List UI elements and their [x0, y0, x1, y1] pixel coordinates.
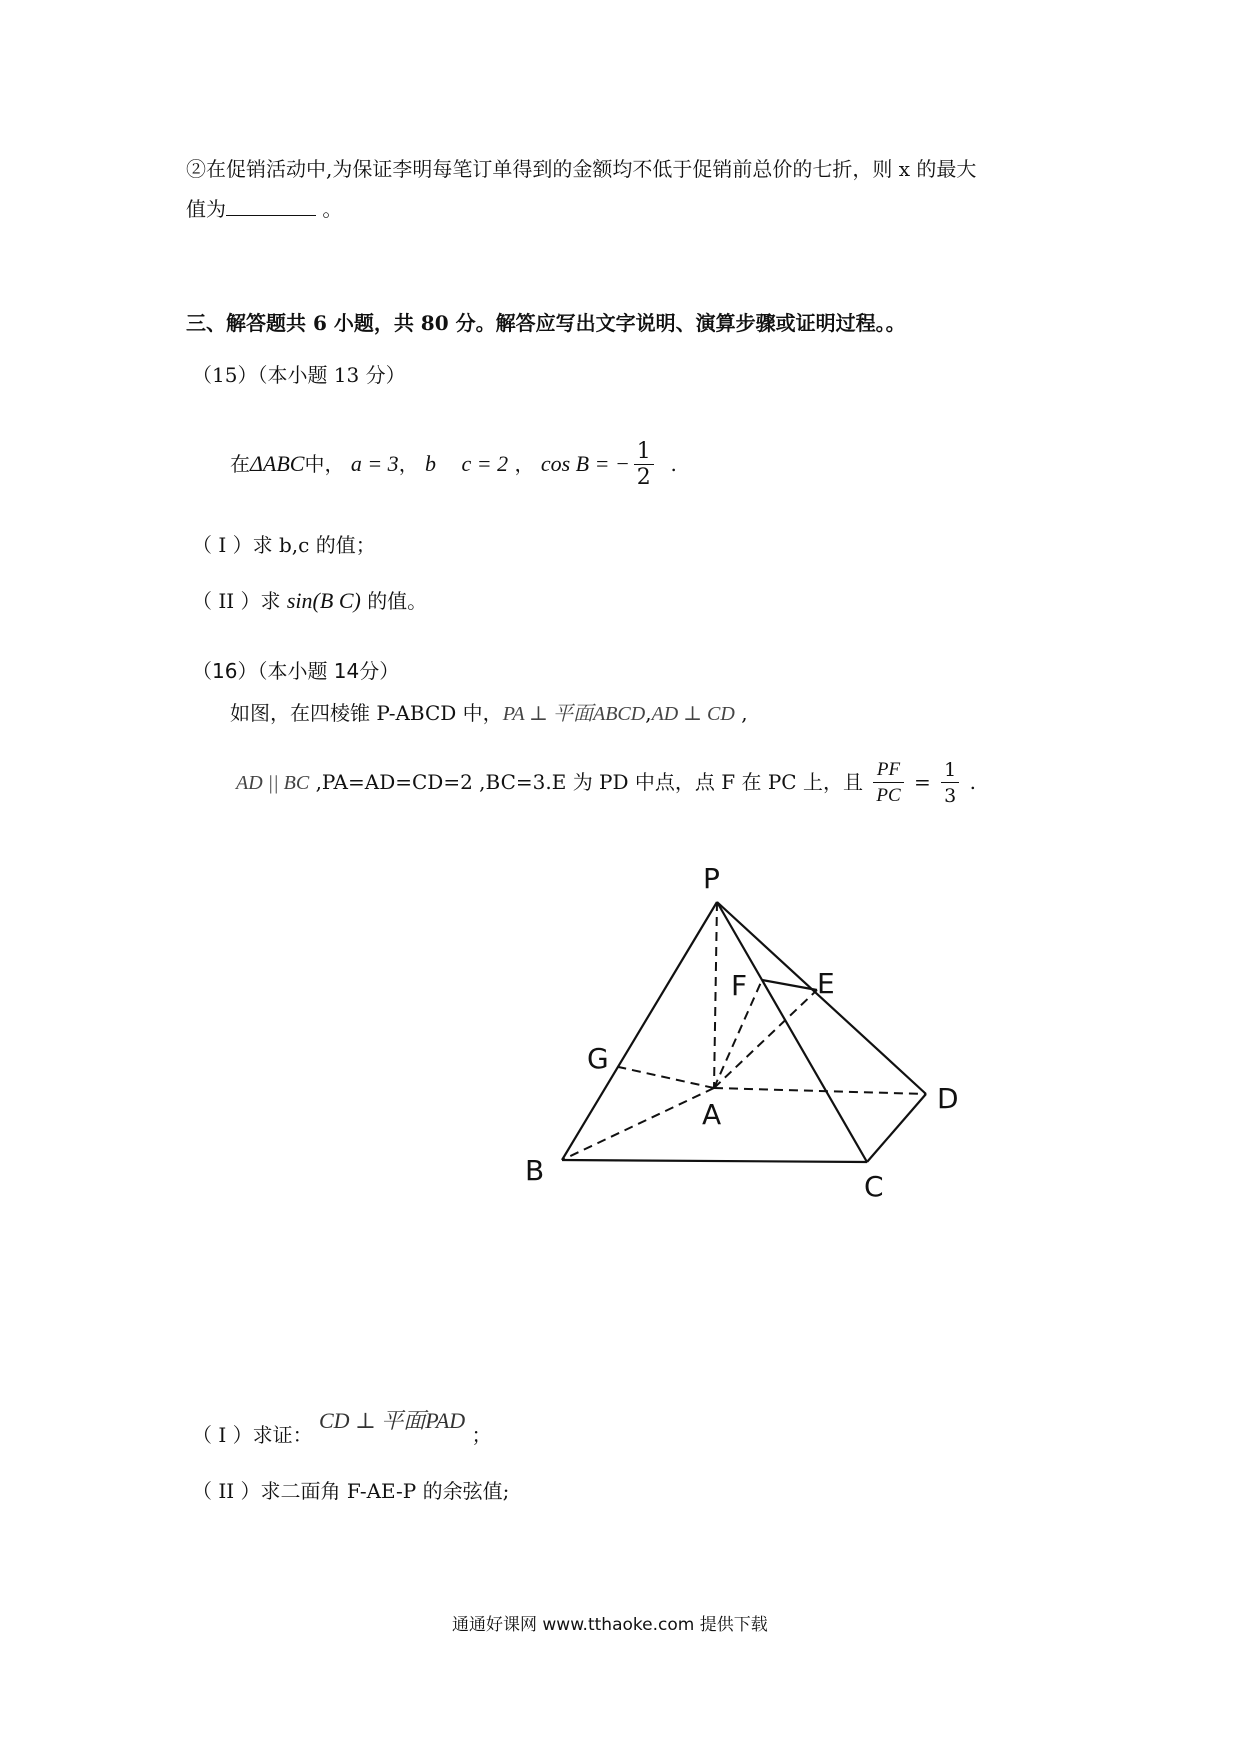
q16-part1 [192, 1408, 492, 1450]
q15-b: b [425, 451, 437, 476]
label-B: B [525, 1154, 545, 1187]
q16-frac-num: PF [873, 758, 903, 783]
q15-frac-num: 1 [634, 440, 654, 465]
q16-part1-math: CD ⊥ 平面PAD [318, 1408, 466, 1433]
q16-frac2-den: 3 [944, 785, 957, 807]
q15-part1: （ I ）求 b,c 的值； [192, 533, 376, 557]
label-P: P [703, 862, 720, 895]
q15-cos-lhs: cos B = − [540, 451, 630, 476]
label-F: F [731, 969, 748, 1002]
q15-part2-pre: （ II ）求 [192, 589, 281, 613]
label-A: A [702, 1098, 722, 1131]
label-G: G [587, 1042, 609, 1075]
q16-line1-mid: , [645, 701, 652, 725]
q15-part2-math: sin(B C) [286, 588, 361, 613]
q16-line1-pre: 如图，在四棱锥 P-ABCD 中， [230, 701, 503, 725]
q14-line2-post: 。 [316, 197, 343, 221]
q16-line1-end: , [741, 701, 748, 725]
q15-c-value: c = 2 [461, 451, 509, 476]
q15-sep: ， [398, 452, 419, 476]
q16-part2: （ II ）求二面角 F-AE-P 的余弦值; [192, 1479, 510, 1503]
q16-line1-math2: AD ⊥ CD [651, 703, 735, 725]
q15-sep2: ， [514, 452, 535, 476]
section-3-title: 三、解答题共 6 小题，共 80 分。解答应写出文字说明、演算步骤或证明过程。。 [186, 311, 906, 335]
q16-part1-end: ； [471, 1423, 492, 1447]
q15-part2-post: 的值。 [367, 589, 428, 613]
label-C: C [864, 1170, 884, 1203]
edge-BC [562, 1160, 867, 1162]
q15-header: （15）（本小题 13 分） [192, 363, 406, 387]
q15-a-value: a = 3 [350, 451, 399, 476]
edge-AE [714, 990, 817, 1088]
edge-PB [562, 902, 717, 1160]
edge-AG [614, 1066, 714, 1088]
q15-end: . [670, 452, 677, 476]
label-E: E [817, 967, 835, 1000]
page-footer: 通通好课网 www.tthaoke.com 提供下载 [452, 1615, 768, 1635]
q16-frac-den: PC [876, 785, 901, 806]
q16-frac2-num: 1 [941, 758, 959, 783]
q16-line1-math1: PA ⊥ 平面ABCD [502, 703, 646, 725]
edge-CD [867, 1094, 926, 1162]
q16-line2-end: . [969, 770, 976, 794]
q16-eq: = [913, 770, 931, 794]
q15-triangle: ΔABC [250, 451, 305, 476]
q16-part1-pre: （ I ）求证： [192, 1423, 313, 1447]
q15-frac-den: 2 [636, 465, 651, 490]
q16-line2-text: ,PA=AD=CD=2 ,BC=3.E 为 PD 中点，点 F 在 PC 上，且 [315, 770, 863, 794]
edge-AD [714, 1088, 926, 1094]
q16-line2-math: AD || BC [236, 772, 310, 794]
q15-stmt-mid: 中， [304, 452, 345, 476]
edge-PA [714, 902, 717, 1088]
q16-header: （16）（本小题 14分） [192, 659, 400, 683]
q14-line1: ②在促销活动中,为保证李明每笔订单得到的金额均不低于促销前总价的七折，则 x 的最大 [186, 157, 977, 181]
q14-line2-pre: 值为 [186, 197, 226, 221]
label-D: D [937, 1082, 959, 1115]
q15-stmt-pre: 在 [230, 452, 250, 476]
